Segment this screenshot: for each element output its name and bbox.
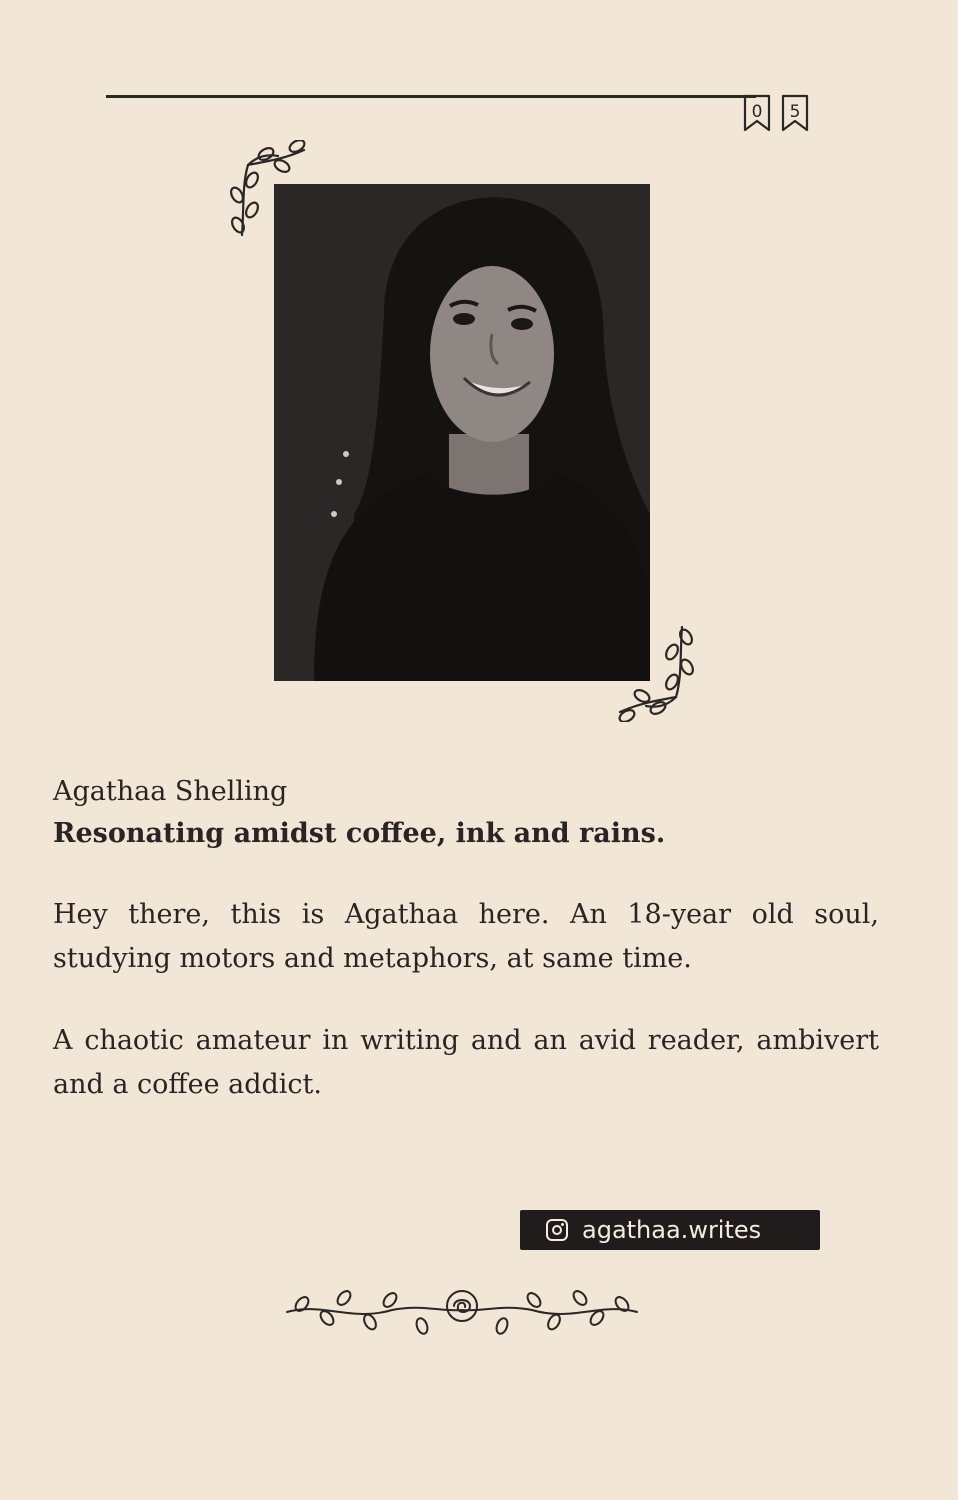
vine-corner-bottom-right-icon (612, 622, 702, 722)
bio-paragraph-1: Hey there, this is Agathaa here. An 18-year old soul, studying motors and metaphors, at same time. (53, 899, 879, 974)
page-digit-text: 0 (751, 102, 763, 122)
social-handle-badge (520, 1210, 820, 1250)
author-name: Agathaa Shelling (53, 776, 288, 807)
page-digit-tens (742, 93, 772, 133)
portrait-image (274, 184, 650, 681)
instagram-icon (546, 1219, 568, 1241)
page-digit-text: 5 (789, 102, 801, 122)
page-digit-ones (780, 93, 810, 133)
header-rule (106, 95, 756, 98)
bio-paragraph-2: A chaotic amateur in writing and an avid reader, ambivert and a coffee addict. (53, 1025, 879, 1100)
floral-divider-icon (282, 1282, 642, 1342)
social-handle-text: agathaa.writes (582, 1216, 762, 1244)
author-photo (274, 184, 650, 681)
page-number (742, 93, 810, 133)
author-tagline: Resonating amidst coffee, ink and rains. (53, 818, 666, 849)
